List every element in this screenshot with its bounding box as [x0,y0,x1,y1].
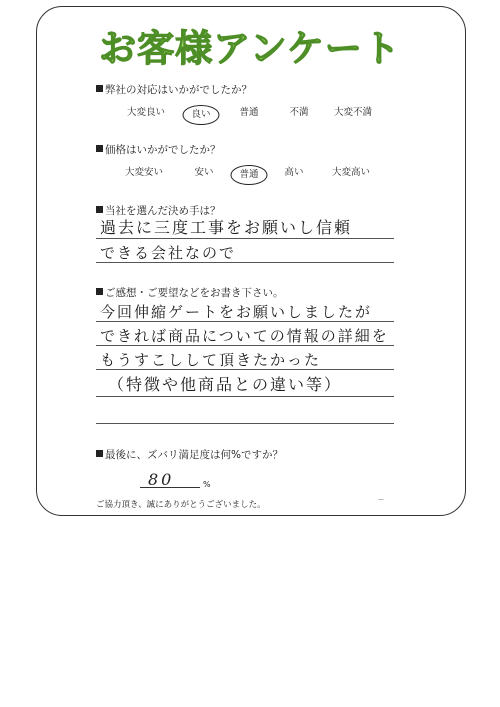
question-4-label: ご感想・ご要望などをお書き下さい。 [105,287,284,299]
q4-answer-line-2: できれば商品についての情報の詳細を [100,327,389,345]
answer-rule [96,321,394,322]
q4-answer-line-4: （特徴や他商品との違い等） [108,375,343,394]
satisfaction-answer: 80 [148,470,175,489]
question-1 [96,82,252,97]
answer-rule [140,487,200,488]
question-2-options [96,165,416,185]
question-3 [96,203,221,218]
q2-option-4[interactable]: 高い [284,167,304,178]
answer-rule [96,345,394,346]
answer-rule [96,238,394,239]
q3-answer-line-2: できる会社なので [100,244,237,262]
question-1-label: 弊社の対応はいかがでしたか？ [105,84,252,96]
square-bullet-icon [96,206,103,213]
square-bullet-icon [96,85,103,92]
answer-rule [96,396,394,397]
q2-option-2[interactable]: 安い [194,167,214,178]
corner-mark: — [378,496,384,503]
question-5-label: 最後に、ズバリ満足度は何%ですか？ [105,449,283,461]
q1-option-4[interactable]: 不満 [289,107,309,118]
q2-option-1[interactable]: 大変安い [124,167,164,178]
question-3-label: 当社を選んだ決め手は？ [105,205,221,217]
square-bullet-icon [96,145,103,152]
question-2 [96,142,221,157]
question-5 [96,447,283,462]
q2-option-3-selected[interactable]: 普通 [230,165,267,185]
q2-option-5[interactable]: 大変高い [331,167,371,178]
q1-option-3[interactable]: 普通 [239,107,259,118]
q1-option-2-selected[interactable]: 良い [182,105,219,125]
question-4 [96,285,284,300]
square-bullet-icon [96,450,103,457]
q4-answer-line-1: 今回伸縮ゲートをお願いしましたが [100,303,373,321]
thanks-message: ご協力頂き、誠にありがとうございました。 [96,500,266,510]
q3-answer-line-1: 過去に三度工事をお願いし信頼 [100,218,353,237]
answer-rule [96,369,394,370]
square-bullet-icon [96,288,103,295]
percent-unit: % [203,480,211,489]
q1-option-5[interactable]: 大変不満 [333,107,373,118]
q4-answer-line-3: もうすこしして頂きたかった [100,351,322,369]
answer-rule [96,423,394,424]
survey-title: お客様アンケート [99,27,401,70]
question-2-label: 価格はいかがでしたか？ [105,144,221,156]
question-1-options [96,105,416,125]
q1-option-1[interactable]: 大変良い [126,107,166,118]
answer-rule [96,262,394,263]
